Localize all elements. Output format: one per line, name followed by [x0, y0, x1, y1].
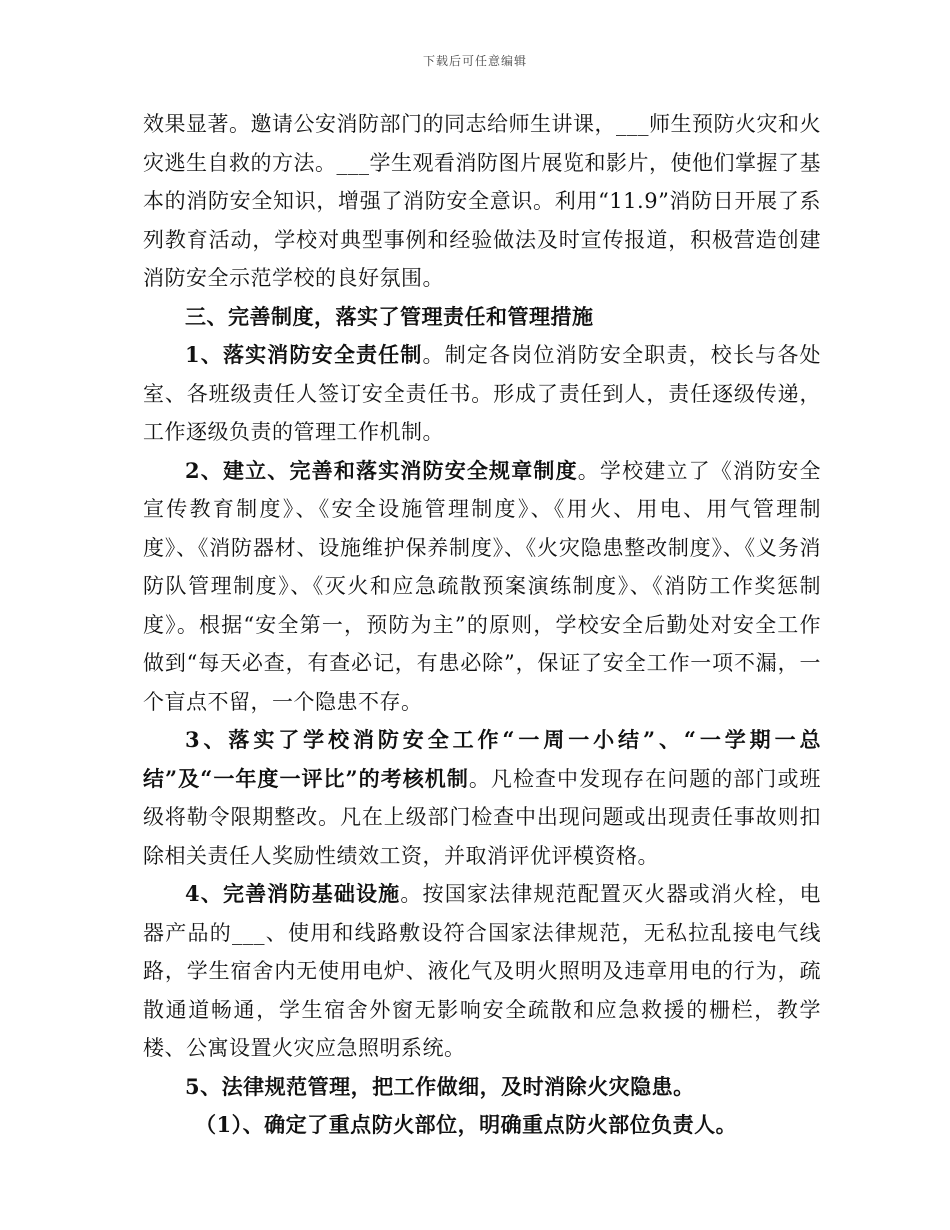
item-lead-4: 4、完善消防基础设施 [185, 881, 401, 906]
document-body [143, 105, 821, 1145]
paragraph-item-3 [143, 721, 821, 875]
section-heading-text: 三、完善制度，落实了管理责任和管理措施 [185, 303, 594, 329]
page-header-note: 下载后可任意编辑 [422, 54, 527, 68]
paragraph-subitem-1 [143, 1106, 821, 1145]
paragraph-item-1 [143, 336, 821, 452]
item-lead-2: 2、建立、完善和落实消防安全规章制度 [185, 457, 578, 483]
paragraph-item-2 [143, 452, 821, 722]
paragraph-item-4 [143, 875, 821, 1068]
item-lead-3: 3、落实了学校消防安全工作“一周一小结”、“一学期一总结”及“一年度一评比”的考核机制 [143, 727, 821, 791]
section-heading-3 [143, 298, 821, 337]
subitem-lead-1: （1）、确定了重点防火部位，明确重点防火部位负责人。 [195, 1112, 738, 1137]
item-lead-5: 5、法律规范管理，把工作做细，及时消除火灾隐患。 [185, 1073, 695, 1099]
item-text-1: 。制定各岗位消防安全职责，校长与各处室、各班级责任人签订安全责任书。形成了责任到人，责任逐级传递，工作逐级负责的管理工作机制。 [143, 343, 821, 444]
item-text-3: 。凡检查中发现存在问题的部门或班级将勒令限期整改。凡在上级部门检查中出现问题或出现责任事故则扣除相关责任人奖励性绩效工资，并取消评优评模资格。 [143, 766, 821, 868]
item-text-4: 。按国家法律规范配置灭火器或消火栓，电器产品的___、使用和线路敷设符合国家法律规范，无私拉乱接电气线路，学生宿舍内无使用电炉、液化气及明火照明及违章用电的行为，疏散通道畅通，学生宿舍外窗无影响安全疏散和应急救援的栅栏，教学楼、公寓设置火灾应急照明系统。 [143, 882, 821, 1060]
paragraph-education-effects [143, 105, 821, 298]
item-lead-1: 1、落实消防安全责任制 [185, 342, 423, 367]
paragraph-text: 效果显著。邀请公安消防部门的同志给师生讲课，___师生预防火灾和火灾逃生自救的方法。___学生观看消防图片展览和影片，使他们掌握了基本的消防安全知识，增强了消防安全意识。利用“11.9”消防日开展了系列教育活动，学校对典型事例和经验做法及时宣传报道，积极营造创建消防安全示范学校的良好氛围。 [143, 112, 821, 290]
paragraph-item-5 [143, 1068, 821, 1107]
item-text-2: 。学校建立了《消防安全宣传教育制度》、《安全设施管理制度》、《用火、用电、用气管理制度》、《消防器材、设施维护保养制度》、《火灾隐患整改制度》、《义务消防队管理制度》、《灭火和应急疏散预案演练制度》、《消防工作奖惩制度》。根据“安全第一，预防为主”的原则，学校安全后勤处对安全工作做到“每天必查，有查必记，有患必除”，保证了安全工作一项不漏，一个盲点不留，一个隐患不存。 [143, 458, 821, 714]
